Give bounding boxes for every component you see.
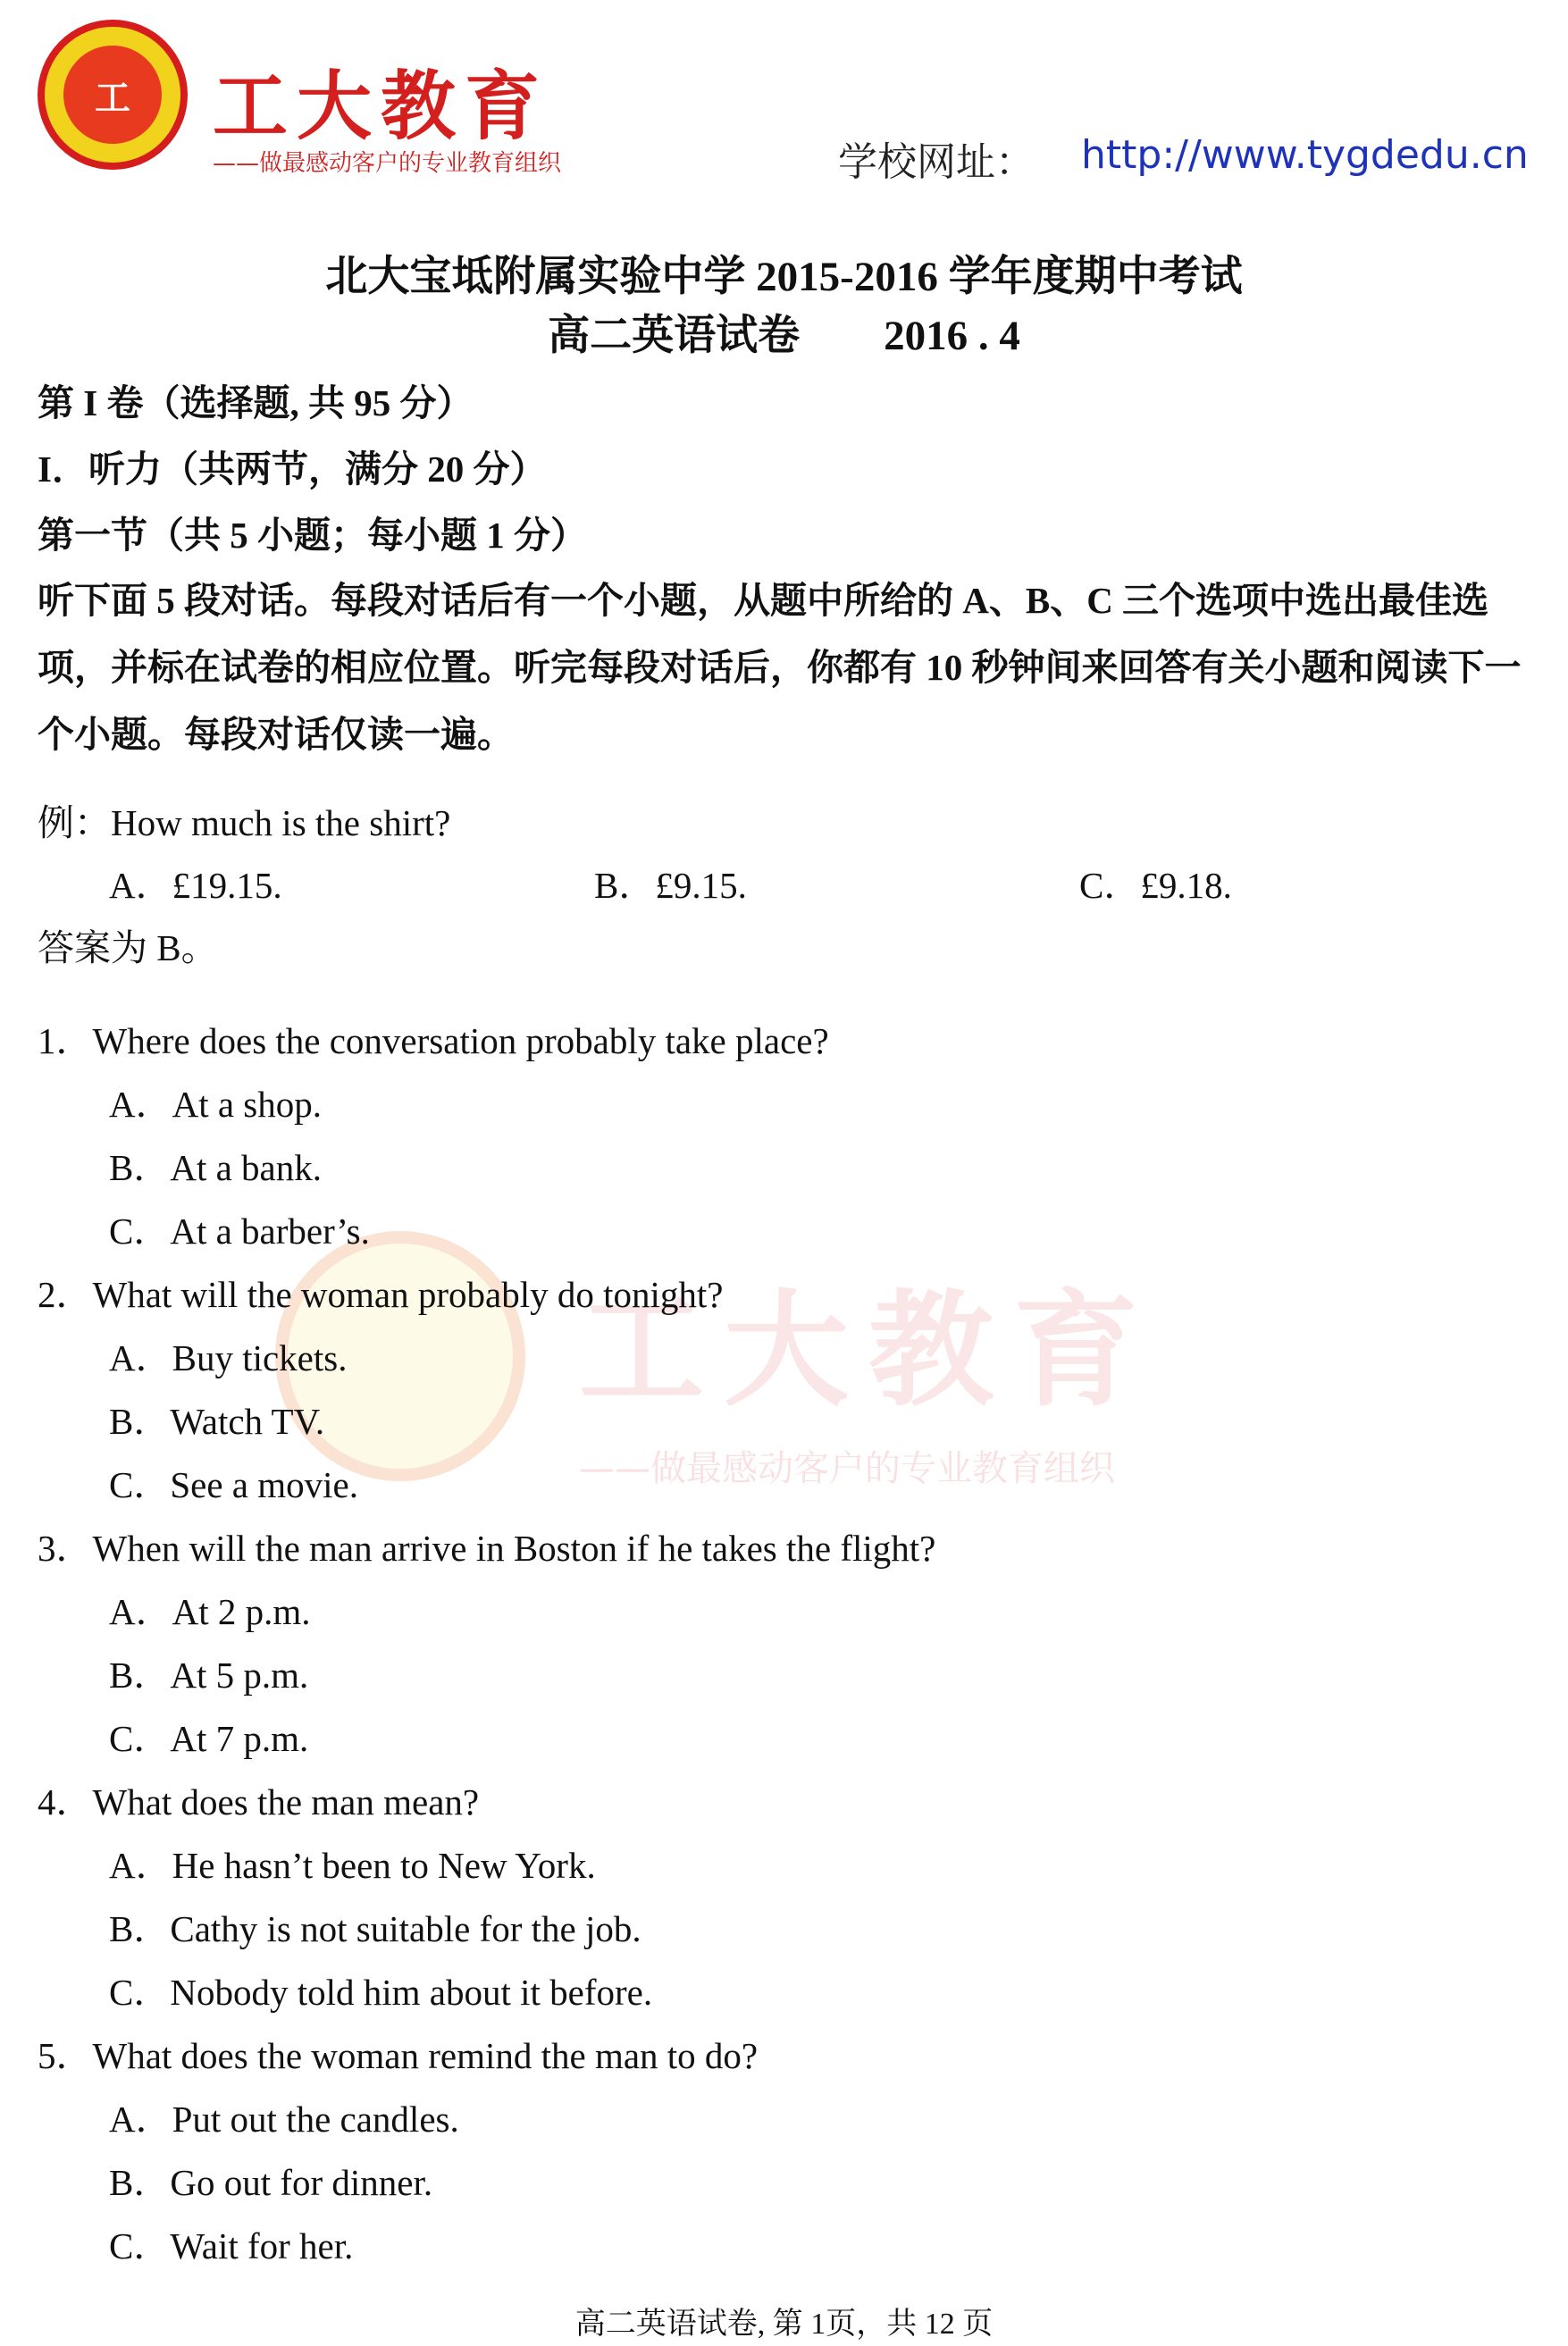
- option-b: B．Cathy is not suitable for the job.: [109, 1908, 641, 1949]
- website-label: 学校网址：: [838, 139, 1035, 185]
- question: 5．What does the woman remind the man to do?: [38, 2035, 759, 2076]
- option-c: C．At 7 p.m.: [109, 1718, 309, 1759]
- subsection-heading: 第一节（共 5 小题；每小题 1 分）: [38, 515, 587, 556]
- question: 1．Where does the conversation probably take place?: [38, 1020, 829, 1061]
- example-option-b: B．£9.15.: [594, 865, 747, 906]
- option-a: A．At 2 p.m.: [109, 1591, 311, 1632]
- example-option-a: A．£19.15.: [109, 865, 282, 906]
- instructions: 听下面 5 段对话。每段对话后有一个小题，从题中所给的 A、B、C 三个选项中选出最佳选项，并标在试卷的相应位置。听完每段对话后，你都有 10 秒钟间来回答有关小题和阅读下一个小题。每段对话仅读一遍。: [38, 580, 1522, 755]
- option-c: C．Nobody told him about it before.: [109, 1972, 653, 2013]
- option-a: A．He hasn’t been to New York.: [109, 1845, 596, 1886]
- option-c: C．Wait for her.: [109, 2225, 354, 2266]
- school-logo: [38, 20, 188, 170]
- brand-name: 工大教育: [213, 63, 549, 150]
- option-a: A．At a shop.: [109, 1084, 323, 1125]
- watermark-slogan: ——做最感动客户的专业教育组织: [579, 1448, 1115, 1489]
- option-a: A．Put out the candles.: [109, 2099, 459, 2140]
- option-b: B．Watch TV.: [109, 1401, 325, 1442]
- example-answer: 答案为 B。: [38, 927, 218, 968]
- logo-emblem: 工: [63, 46, 162, 144]
- exam-title: 北大宝坻附属实验中学 2015-2016 学年度期中考试: [325, 254, 1243, 300]
- option-c: C．See a movie.: [109, 1464, 358, 1505]
- part-heading: 第 I 卷（选择题, 共 95 分）: [38, 382, 474, 423]
- listening-heading: I．听力（共两节，满分 20 分）: [38, 448, 547, 490]
- brand-slogan: ——做最感动客户的专业教育组织: [213, 150, 562, 177]
- question: 3．When will the man arrive in Boston if he takes the flight?: [38, 1528, 936, 1569]
- option-c: C．At a barber’s.: [109, 1211, 370, 1252]
- watermark-brand: 工大教育: [579, 1278, 1159, 1424]
- example-option-c: C．£9.18.: [1079, 865, 1232, 906]
- website-link[interactable]: http://www.tygdedu.cn: [1081, 132, 1529, 178]
- example-question: 例：How much is the shirt?: [38, 802, 451, 843]
- question: 2．What will the woman probably do tonight?: [38, 1274, 724, 1315]
- option-b: B．At a bank.: [109, 1147, 322, 1188]
- exam-subtitle: 高二英语试卷 2016 . 4: [548, 313, 1020, 359]
- option-a: A．Buy tickets.: [109, 1337, 348, 1378]
- page-footer: 高二英语试卷, 第 1页，共 12 页: [574, 2308, 994, 2341]
- option-b: B．At 5 p.m.: [109, 1655, 309, 1696]
- option-b: B．Go out for dinner.: [109, 2162, 433, 2203]
- question: 4．What does the man mean?: [38, 1781, 480, 1822]
